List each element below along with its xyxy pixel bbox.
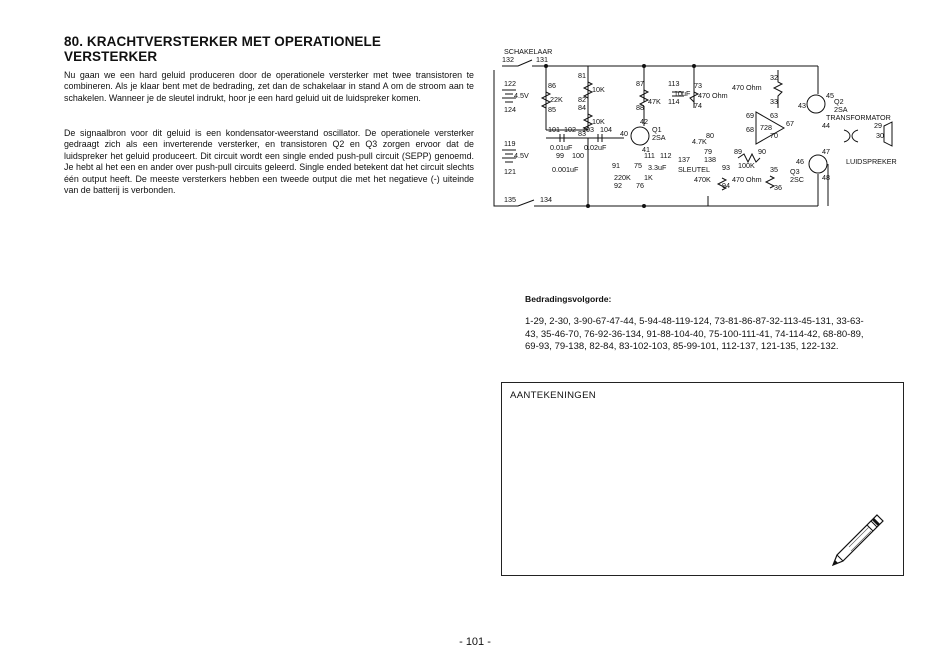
svg-text:102: 102 xyxy=(564,125,576,134)
svg-text:68: 68 xyxy=(746,125,754,134)
svg-text:90: 90 xyxy=(758,147,766,156)
intro-paragraph: Nu gaan we een hard geluid produceren door de operationele versterker met twee transistoren te combineren. Als je klaar bent met de bedrading, zet dan de schakelaar in stand A om de stroom aan te schakelen. Wanneer je de sleutel indrukt, hoor je een hard geluid uit de luidspreker komen. xyxy=(64,70,474,103)
svg-text:89: 89 xyxy=(734,147,742,156)
svg-text:132: 132 xyxy=(502,55,514,64)
svg-text:33: 33 xyxy=(770,97,778,106)
explanation-paragraph: De signaalbron voor dit geluid is een kondensator-weerstand oscillator. De operationele versterker gedraagt zich als een inverterende versterker, en transistoren Q2 en Q3 zorgen ervoor dat de luidspreker het geluid produceert. Dit circuit wordt een single ended push-pull circuit (SEPP) genoemd. Je hebt al het een en ander over push-pull circuits geleerd. Single ended betekent dat het circuit slechts één output heeft. De meeste versterkers hebben een tweede output die met het negatieve (-) uiteinde van de batterij is verbonden. xyxy=(64,128,474,196)
svg-text:121: 121 xyxy=(504,167,516,176)
resistor-470-c-label: 470 Ohm xyxy=(732,175,762,184)
svg-text:46: 46 xyxy=(796,157,804,166)
svg-text:86: 86 xyxy=(548,81,556,90)
pencil-icon xyxy=(829,511,885,569)
svg-text:99: 99 xyxy=(556,151,564,160)
resistor-470-a-label: 470 Ohm xyxy=(698,91,728,100)
svg-text:63: 63 xyxy=(770,111,778,120)
svg-text:101: 101 xyxy=(548,125,560,134)
resistor-470k-label: 470K xyxy=(694,175,711,184)
svg-text:111: 111 xyxy=(644,151,655,160)
resistor-220k-label: 220K xyxy=(614,173,631,182)
svg-text:94: 94 xyxy=(722,181,730,190)
svg-text:112: 112 xyxy=(660,151,672,160)
svg-text:70: 70 xyxy=(770,131,778,140)
circuit-schematic xyxy=(488,46,908,224)
svg-text:81: 81 xyxy=(578,71,586,80)
svg-text:92: 92 xyxy=(614,181,622,190)
resistor-47k-label: 47K xyxy=(648,97,661,106)
svg-text:76: 76 xyxy=(636,181,644,190)
svg-text:137: 137 xyxy=(678,155,690,164)
capacitor-001-label: 0.01uF xyxy=(550,143,573,152)
svg-text:36: 36 xyxy=(774,183,782,192)
svg-text:45: 45 xyxy=(826,91,834,100)
resistor-470-b-label: 470 Ohm xyxy=(732,83,762,92)
svg-text:40: 40 xyxy=(620,129,628,138)
svg-text:29: 29 xyxy=(874,121,882,130)
svg-text:84: 84 xyxy=(578,103,586,112)
svg-text:69: 69 xyxy=(746,111,754,120)
opamp-label: 728 xyxy=(760,123,772,132)
capacitor-33-label: 3.3uF xyxy=(648,163,667,172)
q2-type-label: 2SA xyxy=(834,105,848,114)
resistor-10k-b-label: 10K xyxy=(592,117,605,126)
svg-text:131: 131 xyxy=(536,55,548,64)
capacitor-002-label: 0.02uF xyxy=(584,143,607,152)
svg-text:80: 80 xyxy=(706,131,714,140)
svg-text:104: 104 xyxy=(600,125,612,134)
svg-text:30: 30 xyxy=(876,131,884,140)
svg-text:74: 74 xyxy=(694,101,702,110)
svg-text:93: 93 xyxy=(722,163,730,172)
q3-type-label: 2SC xyxy=(790,175,804,184)
q1-label: Q1 xyxy=(652,125,662,134)
transformer-label: TRANSFORMATOR xyxy=(826,113,891,122)
svg-text:91: 91 xyxy=(612,161,620,170)
capacitor-0001-label: 0.001uF xyxy=(552,165,579,174)
resistor-47k2-label: 4.7K xyxy=(692,137,707,146)
svg-text:47: 47 xyxy=(822,147,830,156)
page-number: - 101 - xyxy=(459,636,491,648)
battery-1-label: 4.5V xyxy=(514,91,529,100)
svg-text:48: 48 xyxy=(822,173,830,182)
svg-text:119: 119 xyxy=(504,139,516,148)
svg-text:67: 67 xyxy=(786,119,794,128)
resistor-1k-label: 1K xyxy=(644,173,653,182)
capacitor-10uf-label: 10uF xyxy=(674,89,691,98)
chapter-title: 80. KRACHTVERSTERKER MET OPERATIONELE VERSTERKER xyxy=(64,34,381,64)
battery-2-label: 4.5V xyxy=(514,151,529,160)
key-label: SLEUTEL xyxy=(678,165,710,174)
svg-text:113: 113 xyxy=(668,79,680,88)
svg-text:73: 73 xyxy=(694,81,702,90)
svg-text:85: 85 xyxy=(548,105,556,114)
resistor-10k-a-label: 10K xyxy=(592,85,605,94)
svg-text:103: 103 xyxy=(582,125,594,134)
svg-text:82: 82 xyxy=(578,95,586,104)
svg-text:135: 135 xyxy=(504,195,516,204)
svg-text:35: 35 xyxy=(770,165,778,174)
svg-text:43: 43 xyxy=(798,101,806,110)
speaker-label: LUIDSPREKER xyxy=(846,157,897,166)
svg-text:83: 83 xyxy=(578,129,586,138)
resistor-100k-label: 100K xyxy=(738,161,755,170)
q1-type-label: 2SA xyxy=(652,133,666,142)
q3-label: Q3 xyxy=(790,167,800,176)
svg-text:122: 122 xyxy=(504,79,516,88)
svg-text:41: 41 xyxy=(642,145,650,154)
svg-text:88: 88 xyxy=(636,103,644,112)
wiring-sequence: 1-29, 2-30, 3-90-67-47-44, 5-94-48-119-124, 73-81-86-87-32-113-45-131, 33-63-43, 35-46-70, 76-92-36-134, 91-88-104-40, 75-100-111-41, 74-114-42, 68-80-89, 69-93, 79-138, 82-84, 83-102-103, 85-99-101, 112-137, 121-135, 122-132. xyxy=(525,316,864,353)
svg-text:87: 87 xyxy=(636,79,644,88)
svg-text:124: 124 xyxy=(504,105,516,114)
svg-text:32: 32 xyxy=(770,73,778,82)
switch-label: SCHAKELAAR xyxy=(504,47,553,56)
notes-title: AANTEKENINGEN xyxy=(510,390,596,401)
notes-box xyxy=(501,382,904,576)
svg-text:44: 44 xyxy=(822,121,830,130)
resistor-100-label: 100 xyxy=(572,151,584,160)
svg-text:134: 134 xyxy=(540,195,552,204)
svg-text:75: 75 xyxy=(634,161,642,170)
q2-label: Q2 xyxy=(834,97,844,106)
resistor-22k-label: 22K xyxy=(550,95,563,104)
svg-text:79: 79 xyxy=(704,147,712,156)
svg-text:114: 114 xyxy=(668,97,680,106)
svg-text:42: 42 xyxy=(640,117,648,126)
wiring-title: Bedradingsvolgorde: xyxy=(525,294,612,304)
svg-text:138: 138 xyxy=(704,155,716,164)
